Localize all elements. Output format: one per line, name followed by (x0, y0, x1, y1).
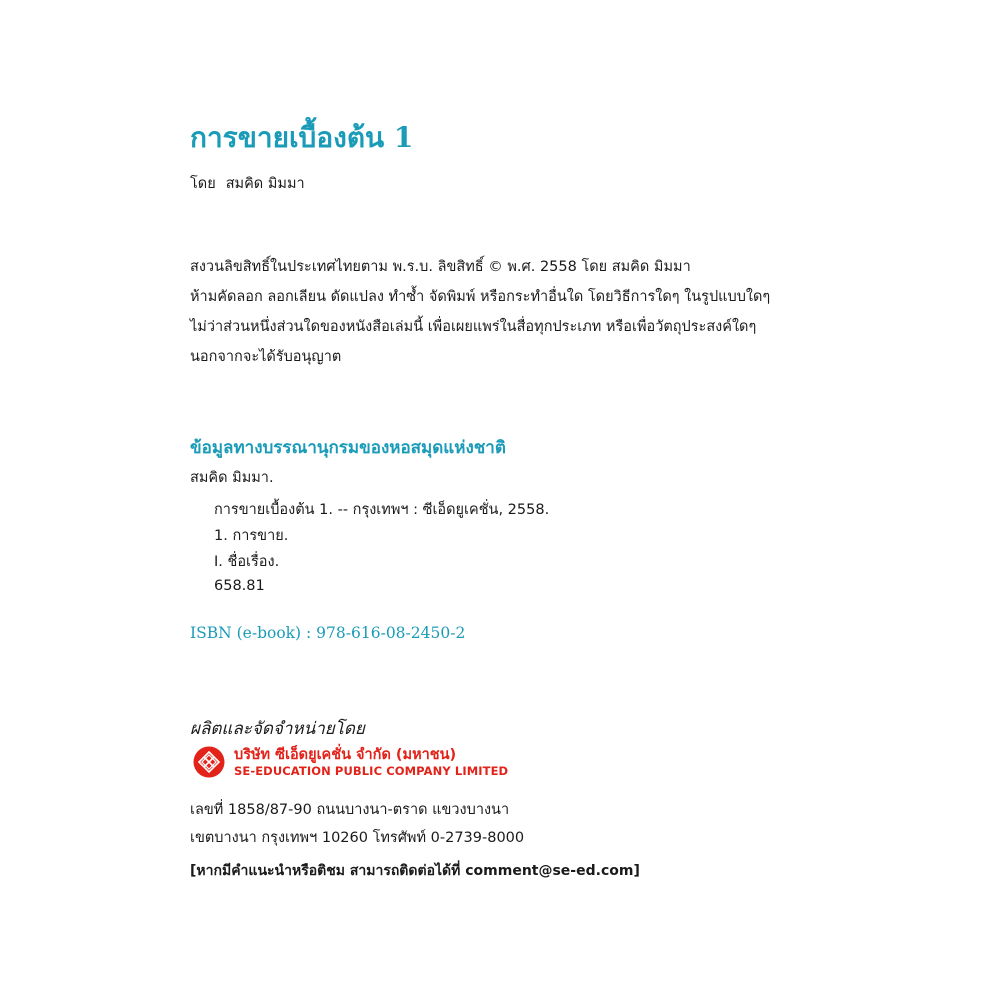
byline (190, 172, 305, 195)
cip-classification: 658.81 (214, 578, 265, 594)
copyright-line: นอกจากจะได้รับอนุญาต (190, 349, 342, 365)
cip-line: 1. การขาย. (214, 528, 289, 544)
company-name-thai: บริษัท ซีเอ็ดยูเคชั่น จำกัด (มหาชน) (234, 747, 457, 763)
cip-entry (214, 497, 549, 575)
author-name: สมคิด มิมมา (225, 176, 305, 192)
isbn: ISBN (e-book) : 978-616-08-2450-2 (190, 624, 466, 642)
company-name-english: SE-EDUCATION PUBLIC COMPANY LIMITED (234, 764, 509, 778)
book-title: การขายเบื้องต้น 1 (190, 121, 414, 154)
copyright-line: ไม่ว่าส่วนหนึ่งส่วนใดของหนังสือเล่มนี้ เพื่อเผยแพร่ในสื่อทุกประเภท หรือเพื่อวัตถุประสงค์ใดๆ (190, 319, 757, 335)
publisher-address (190, 796, 524, 852)
cip-heading: ข้อมูลทางบรรณานุกรมของหอสมุดแห่งชาติ (190, 438, 506, 458)
by-label: โดย (190, 176, 216, 192)
address-line: เลขที่ 1858/87-90 ถนนบางนา-ตราด แขวงบางนา (190, 802, 510, 818)
feedback-contact: [หากมีคำแนะนำหรือติชม สามารถติดต่อได้ที่ comment@se-ed.com] (190, 863, 640, 879)
cip-line: การขายเบื้องต้น 1. -- กรุงเทพฯ : ซีเอ็ดยูเคชั่น, 2558. (214, 502, 550, 518)
copyright-notice (190, 252, 770, 372)
publisher-heading: ผลิตและจัดจำหน่ายโดย (190, 719, 365, 739)
copyright-line: สงวนลิขสิทธิ์ในประเทศไทยตาม พ.ร.บ. ลิขสิทธิ์ © พ.ศ. 2558 โดย สมคิด มิมมา (190, 259, 691, 275)
se-ed-logo-icon (193, 746, 225, 778)
copyright-line: ห้ามคัดลอก ลอกเลียน ดัดแปลง ทำซ้ำ จัดพิมพ์ หรือกระทำอื่นใด โดยวิธีการใดๆ ในรูปแบบใดๆ (190, 289, 771, 305)
address-line: เขตบางนา กรุงเทพฯ 10260 โทรศัพท์ 0-2739-8000 (190, 830, 525, 846)
cip-line: I. ชื่อเรื่อง. (214, 554, 280, 570)
cip-author: สมคิด มิมมา. (190, 470, 274, 486)
